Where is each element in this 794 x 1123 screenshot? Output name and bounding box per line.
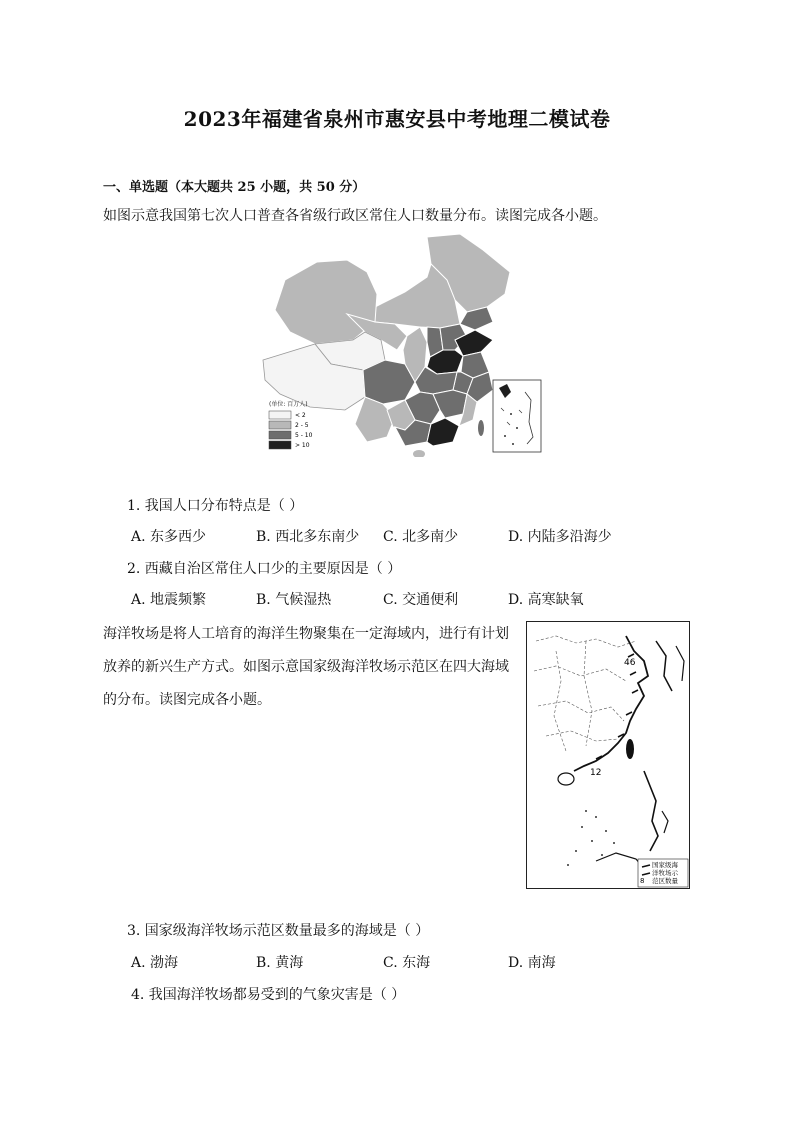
q2-option-a[interactable]: A. 地震频繁	[131, 592, 207, 608]
legend-label-3: 5 - 10	[295, 432, 313, 439]
legend-line-1: 国家级海	[652, 861, 678, 869]
q1-option-a[interactable]: A. 东多西少	[131, 529, 207, 545]
question-3: 3. 国家级海洋牧场示范区数量最多的海域是（ ）	[127, 923, 430, 939]
province-taiwan	[478, 420, 484, 436]
map-legend	[269, 400, 313, 449]
q2-option-d[interactable]: D. 高寒缺氧	[508, 592, 584, 608]
legend-swatch-2	[269, 421, 291, 429]
q3-option-d[interactable]: D. 南海	[508, 955, 556, 971]
q3-option-a[interactable]: A. 渤海	[131, 955, 179, 971]
legend-swatch-3	[269, 431, 291, 439]
legend-line-3: 范区数量	[652, 877, 678, 885]
section-heading: 一、单选题（本大题共 25 小题，共 50 分）	[103, 180, 366, 195]
south-china-sea-inset	[493, 380, 541, 452]
province-xinjiang	[275, 260, 377, 344]
legend-line-2: 洋牧场示	[652, 869, 678, 877]
q2-option-b[interactable]: B. 气候湿热	[256, 592, 332, 608]
population-map	[255, 232, 545, 457]
count-bohai: 46	[624, 658, 636, 668]
legend-label-2: 2 - 5	[295, 422, 309, 429]
province-yunnan	[355, 397, 395, 442]
question-1: 1. 我国人口分布特点是（ ）	[127, 498, 304, 514]
legend-label-4: > 10	[295, 442, 310, 449]
q1-option-b[interactable]: B. 西北多东南少	[256, 529, 360, 545]
legend-label-1: < 2	[295, 412, 306, 419]
page-title: 2023年福建省泉州市惠安县中考地理二模试卷	[183, 107, 611, 131]
legend-swatch-4	[269, 441, 291, 449]
legend-count: 8	[640, 877, 645, 885]
q1-option-c[interactable]: C. 北多南少	[383, 529, 459, 545]
legend-title: (单位: 百万人)	[269, 401, 308, 408]
question-2: 2. 西藏自治区常住人口少的主要原因是（ ）	[127, 561, 402, 577]
q3-option-c[interactable]: C. 东海	[383, 955, 431, 971]
legend-swatch-1	[269, 411, 291, 419]
marine-ranch-map	[526, 621, 690, 889]
question-4: 4. 我国海洋牧场都易受到的气象灾害是（ ）	[131, 987, 406, 1003]
question-intro-2: 海洋牧场是将人工培育的海洋生物聚集在一定海域内，进行有计划放养的新兴生产方式。如图示意国家级海洋牧场示范区在四大海域的分布。读图完成各小题。	[103, 626, 509, 708]
province-hainan	[413, 450, 425, 457]
q2-option-c[interactable]: C. 交通便利	[383, 592, 459, 608]
q1-option-d[interactable]: D. 内陆多沿海少	[508, 529, 612, 545]
q3-option-b[interactable]: B. 黄海	[256, 955, 304, 971]
question-intro-1: 如图示意我国第七次人口普查各省级行政区常住人口数量分布。读图完成各小题。	[103, 208, 607, 224]
count-south-sea: 12	[590, 768, 602, 778]
